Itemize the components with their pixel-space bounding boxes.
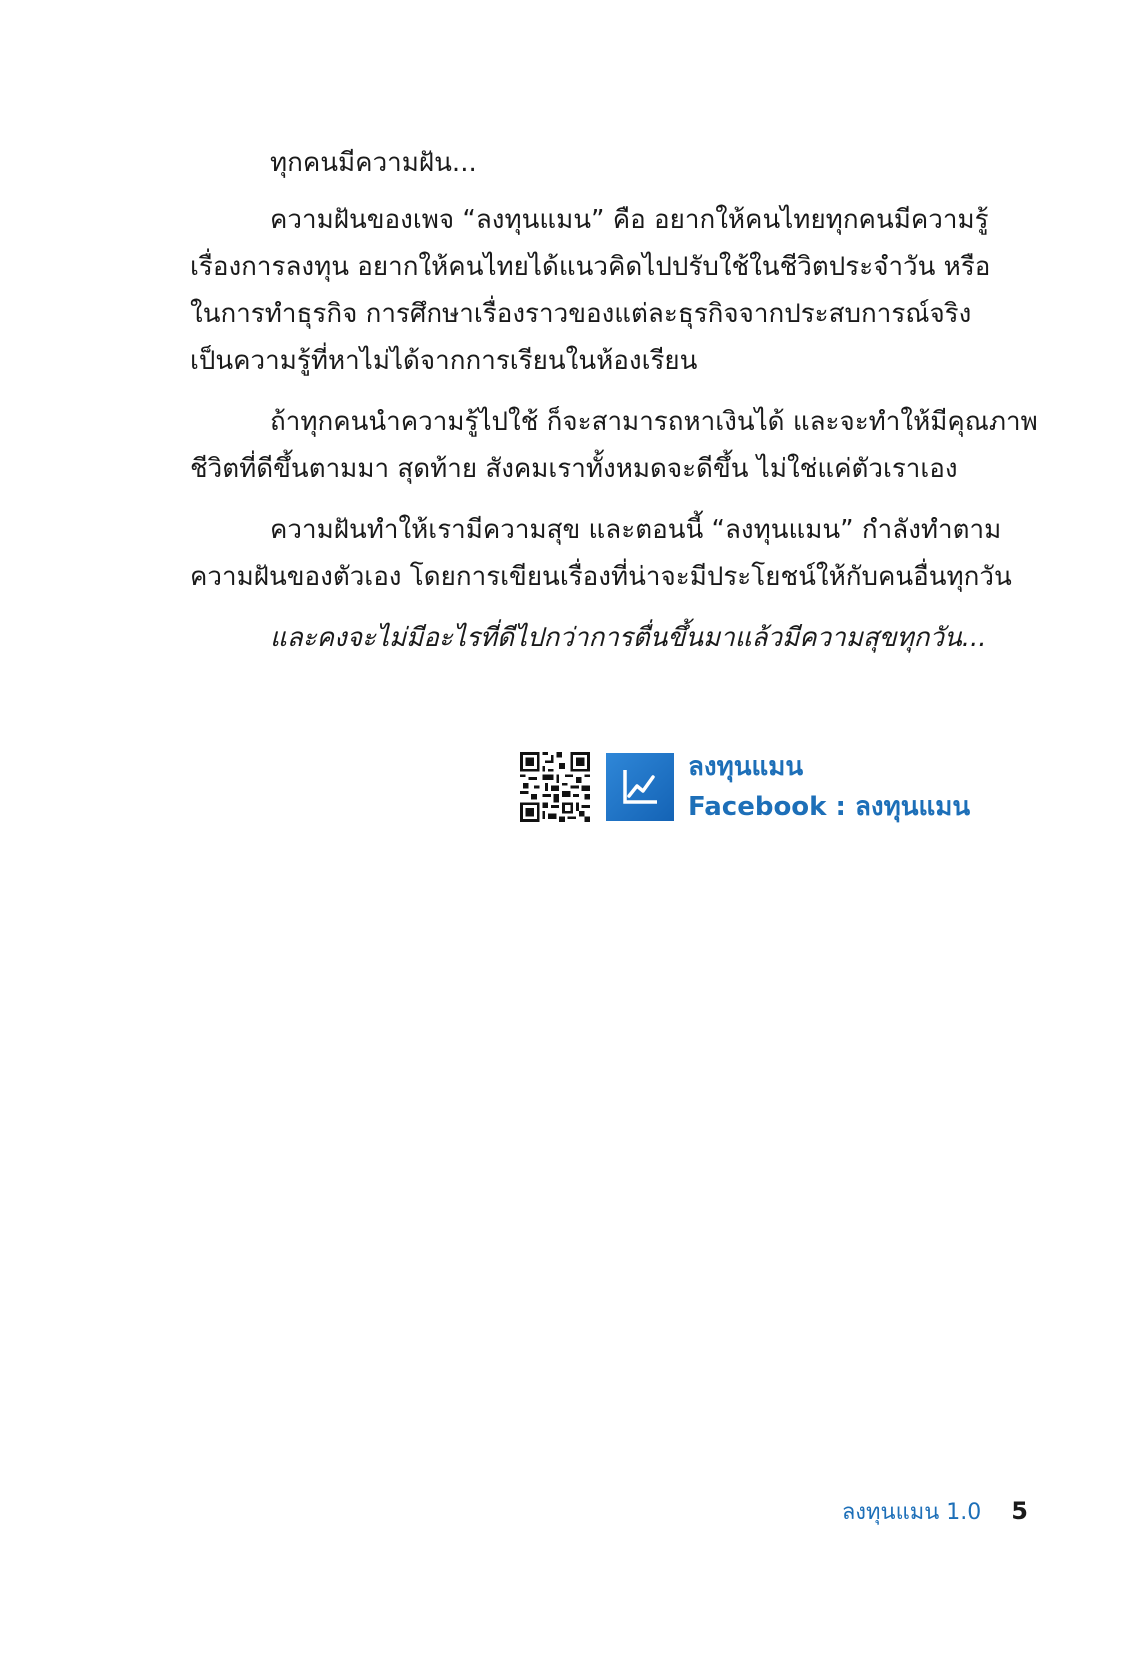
- text-line: ทุกคนมีความฝัน...: [270, 148, 477, 178]
- page-number: 5: [1011, 1497, 1028, 1525]
- text-line: ในการทำธุรกิจ การศึกษาเรื่องราวของแต่ละธุรกิจจากประสบการณ์จริง: [190, 299, 972, 329]
- text-line: ความฝันของตัวเอง โดยการเขียนเรื่องที่น่าจะมีประโยชน์ให้กับคนอื่นทุกวัน: [190, 562, 1012, 592]
- page-footer: [842, 1494, 1028, 1529]
- text-line: ชีวิตที่ดีขึ้นตามมา สุดท้าย สังคมเราทั้งหมดจะดีขึ้น ไม่ใช่แค่ตัวเราเอง: [190, 454, 958, 484]
- paragraph-happiness: [190, 507, 1028, 601]
- social-labels: [688, 747, 970, 827]
- social-block: [520, 752, 970, 822]
- brand-name[interactable]: ลงทุนแมน: [688, 752, 804, 782]
- chart-line-icon[interactable]: [606, 753, 674, 821]
- text-line: เป็นความรู้ที่หาไม่ได้จากการเรียนในห้องเรียน: [190, 346, 698, 376]
- page-content: [190, 140, 1038, 676]
- book-title: ลงทุนแมน 1.0: [841, 1500, 982, 1525]
- paragraph-opening: [190, 140, 1028, 187]
- facebook-link[interactable]: Facebook : ลงทุนแมน: [688, 792, 971, 822]
- text-line: เรื่องการลงทุน อยากให้คนไทยได้แนวคิดไปปรับใช้ในชีวิตประจำวัน หรือ: [190, 252, 991, 282]
- text-line: ความฝันทำให้เรามีความสุข และตอนนี้ “ลงทุนแมน” กำลังทำตาม: [270, 515, 1002, 545]
- paragraph-page-dream: [190, 197, 1028, 385]
- text-line: และคงจะไม่มีอะไรที่ดีไปกว่าการตื่นขึ้นมาแล้วมีความสุขทุกวัน...: [270, 623, 987, 653]
- text-line: ถ้าทุกคนนำความรู้ไปใช้ ก็จะสามารถหาเงินได้ และจะทำให้มีคุณภาพ: [270, 407, 1038, 437]
- paragraph-knowledge: [190, 399, 1038, 493]
- text-line: ความฝันของเพจ “ลงทุนแมน” คือ อยากให้คนไทยทุกคนมีความรู้: [270, 205, 989, 235]
- qr-code-icon[interactable]: [520, 752, 590, 822]
- paragraph-closing: [190, 615, 1028, 662]
